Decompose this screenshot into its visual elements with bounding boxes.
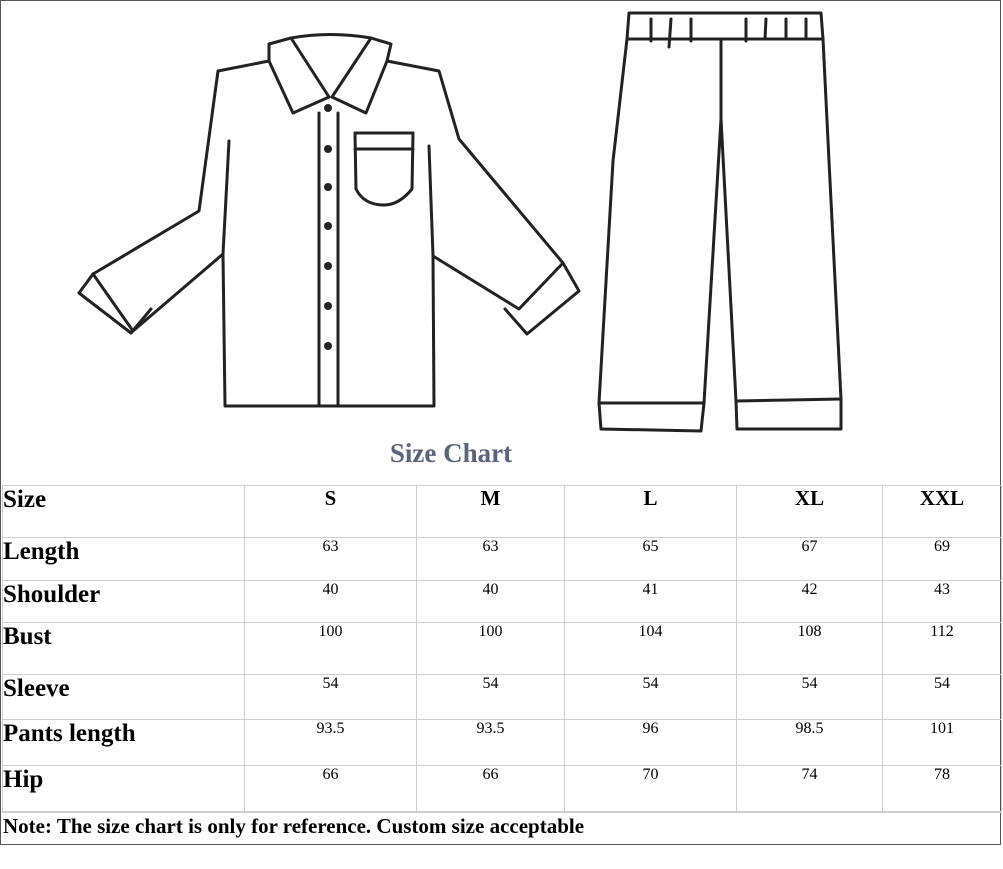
chart-title: Size Chart	[389, 438, 513, 468]
garment-svg	[1, 1, 1002, 441]
table-row	[3, 675, 1002, 720]
row-label: Shoulder	[3, 581, 245, 623]
table-row	[3, 581, 1002, 623]
cell: 96	[565, 720, 737, 766]
size-note: Note: The size chart is only for reference. Custom size acceptable	[3, 814, 585, 838]
cell: 74	[737, 766, 883, 812]
header-xl: XL	[737, 486, 883, 538]
row-label: Sleeve	[3, 675, 245, 720]
row-label: Pants length	[3, 720, 245, 766]
table-row	[3, 538, 1002, 581]
cell: 54	[565, 675, 737, 720]
table-row	[3, 623, 1002, 675]
row-label: Bust	[3, 623, 245, 675]
row-label: Length	[3, 538, 245, 581]
table-row	[3, 720, 1002, 766]
cell: 93.5	[417, 720, 565, 766]
row-label: Hip	[3, 766, 245, 812]
cell: 42	[737, 581, 883, 623]
cell: 40	[417, 581, 565, 623]
header-xxl: XXL	[883, 486, 1002, 538]
cell: 40	[245, 581, 417, 623]
cell: 54	[245, 675, 417, 720]
cell: 101	[883, 720, 1002, 766]
cell: 70	[565, 766, 737, 812]
garment-illustrations	[1, 1, 1002, 441]
cell: 112	[883, 623, 1002, 675]
shirt-icon	[79, 35, 579, 407]
header-m: M	[417, 486, 565, 538]
size-table	[2, 485, 1002, 812]
header-s: S	[245, 486, 417, 538]
cell: 67	[737, 538, 883, 581]
cell: 93.5	[245, 720, 417, 766]
cell: 54	[883, 675, 1002, 720]
cell: 43	[883, 581, 1002, 623]
cell: 65	[565, 538, 737, 581]
cell: 54	[737, 675, 883, 720]
cell: 104	[565, 623, 737, 675]
pants-icon	[599, 13, 841, 431]
header-row	[3, 486, 1002, 538]
cell: 66	[417, 766, 565, 812]
cell: 41	[565, 581, 737, 623]
cell: 78	[883, 766, 1002, 812]
cell: 100	[245, 623, 417, 675]
cell: 63	[245, 538, 417, 581]
header-l: L	[565, 486, 737, 538]
cell: 98.5	[737, 720, 883, 766]
cell: 63	[417, 538, 565, 581]
divider	[1, 812, 1002, 813]
cell: 54	[417, 675, 565, 720]
cell: 69	[883, 538, 1002, 581]
cell: 108	[737, 623, 883, 675]
header-size: Size	[3, 486, 245, 538]
cell: 100	[417, 623, 565, 675]
cell: 66	[245, 766, 417, 812]
table-row	[3, 766, 1002, 812]
